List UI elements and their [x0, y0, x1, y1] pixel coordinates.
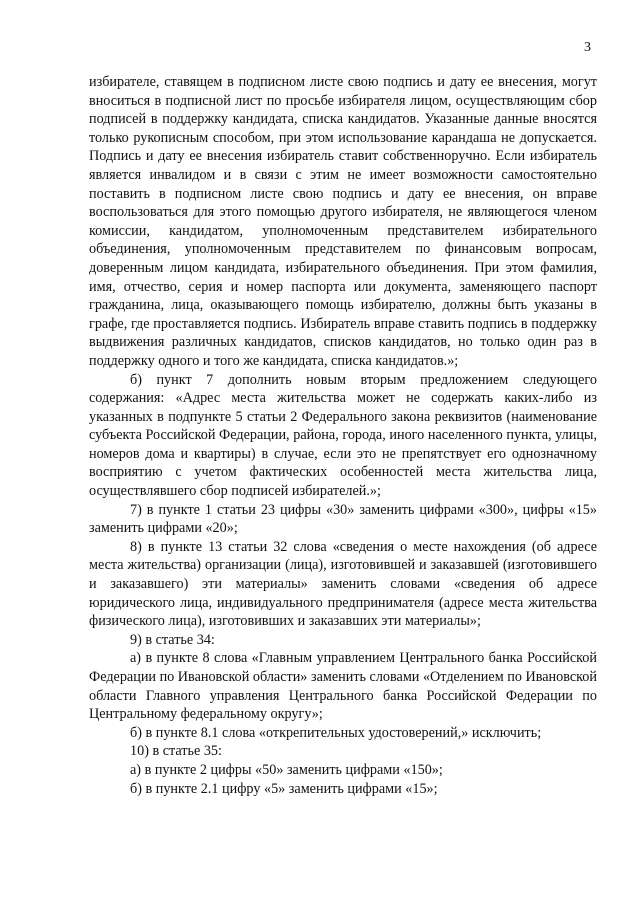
paragraph-item-8: 8) в пункте 13 статьи 32 слова «сведения о месте нахождения (об адресе места жительства) организации (лица), изготовившей и заказавшей (изготовившего и заказавшего) эти материалы» заменить словами «сведения об адресе юридического лица, индивидуального предпринимателя (адресе места жительства физического лица), изготовивших и заказавших эти материалы»;: [89, 538, 597, 630]
page-number: 3: [584, 40, 591, 55]
paragraph-item-10: 10) в статье 35:: [130, 743, 222, 760]
paragraph-item-b-punkt-7: б) пункт 7 дополнить новым вторым предложением следующего содержания: «Адрес места жительства может не содержать каких-либо из указанных в подпункте 5 статьи 2 Федерального закона реквизитов (наименование субъекта Российской Федерации, района, города, иного населенного пункта, улицы, номеров дома и квартиры) в случае, если это не препятствует его однозначному восприятию с учетом фактических особенностей места жительства лица, осуществлявшего сбор подписей избирателей.»;: [89, 371, 597, 500]
paragraph-item-9a: а) в пункте 8 слова «Главным управлением Центрального банка Российской Федерации по Ивановской области» заменить словами «Отделением по Ивановской области Главного управления Центрального банка Российской Федерации по Центральному федеральному округу»;: [89, 650, 597, 723]
paragraph-continuation: избирателе, ставящем в подписном листе свою подпись и дату ее внесения, могут вноситься в подписной лист по просьбе избирателя лицом, осуществляющим сбор подписей в поддержку кандидата, списка кандидатов. Указанные данные вносятся только рукописным способом, при этом использование карандаша не допускается. Подпись и дату ее внесения избиратель ставит собственноручно. Если избиратель является инвалидом и в связи с этим не имеет возможности самостоятельно поставить в подписном листе свою подпись и дату ее внесения, он вправе воспользоваться для этого помощью другого избирателя, не являющегося членом комиссии, кандидатом, уполномоченным представителем избирательного объединения, уполномоченным представителем по финансовым вопросам, доверенным лицом кандидата, избирательного объединения. При этом фамилия, имя, отчество, серия и номер паспорта или документа, заменяющего паспорт гражданина, лица, оказывающего помощь избирателю, должны быть указаны в графе, где проставляется подпись. Избиратель вправе ставить подпись в поддержку выдвижения различных кандидатов, списков кандидатов, но только один раз в поддержку одного и того же кандидата, списка кандидатов.»;: [89, 74, 597, 369]
paragraph-item-9b: б) в пункте 8.1 слова «открепительных удостоверений,» исключить;: [130, 724, 542, 741]
paragraph-item-10b: б) в пункте 2.1 цифру «5» заменить цифрами «15»;: [130, 780, 438, 797]
paragraph-item-9: 9) в статье 34:: [130, 631, 215, 648]
paragraph-item-7: 7) в пункте 1 статьи 23 цифры «30» заменить цифрами «300», цифры «15» заменить цифрами «20»;: [89, 501, 597, 537]
document-body: [89, 73, 597, 798]
paragraph-item-10a: а) в пункте 2 цифры «50» заменить цифрами «150»;: [130, 761, 443, 778]
